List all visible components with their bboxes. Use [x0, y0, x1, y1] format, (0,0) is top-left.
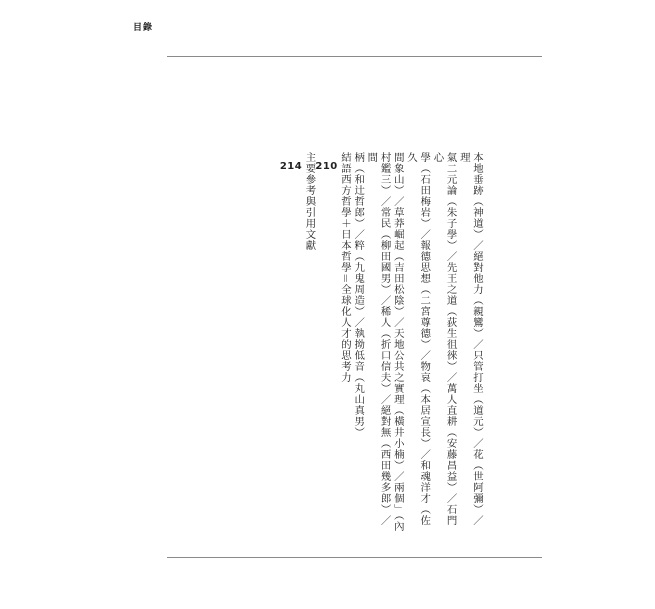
entry-line: 間象山）／草莽崛起（吉田松陰）／天地公共之實理（橫井小楠）／兩個」（內 — [391, 152, 404, 532]
references-entry[interactable] — [280, 152, 316, 532]
conclusion-entry[interactable] — [315, 152, 351, 532]
bottom-divider — [167, 557, 542, 558]
references-page-number: 214 — [279, 161, 303, 172]
conclusion-page-number: 210 — [315, 161, 338, 172]
entry-line: 本地垂跡（神道）／絕對他力（親鸞）／只管打坐（道元）／花（世阿彌）／理 — [457, 152, 483, 526]
table-of-contents — [280, 152, 483, 532]
entry-line: 柄（和辻哲郎）／粹（九鬼周造）／執拗低音（丸山真男） — [352, 152, 365, 438]
entry-line: 村鑑三）／常民（柳田國男）／稀人（折口信夫）／絕對無（西田幾多郎）／間 — [365, 152, 391, 526]
conclusion-label: 結語 — [338, 152, 351, 174]
entry-line: 學（石田梅岩）／報德思想（二宮尊德）／物哀（本居宣長）／和魂洋才（佐久 — [404, 152, 431, 526]
entry-line: 氣二元論（朱子學）／先王之道（荻生徂徠）／萬人直耕（安藤昌益）／石門心 — [431, 152, 457, 526]
top-divider — [167, 56, 542, 57]
toc-header-label: 目錄 — [133, 23, 154, 33]
references-title: 主要參考與引用文獻 — [303, 152, 316, 251]
conclusion-title: 西方哲學＋日本哲學＝全球化人才的思考力 — [338, 174, 351, 383]
chapter-entry-list — [351, 152, 483, 532]
